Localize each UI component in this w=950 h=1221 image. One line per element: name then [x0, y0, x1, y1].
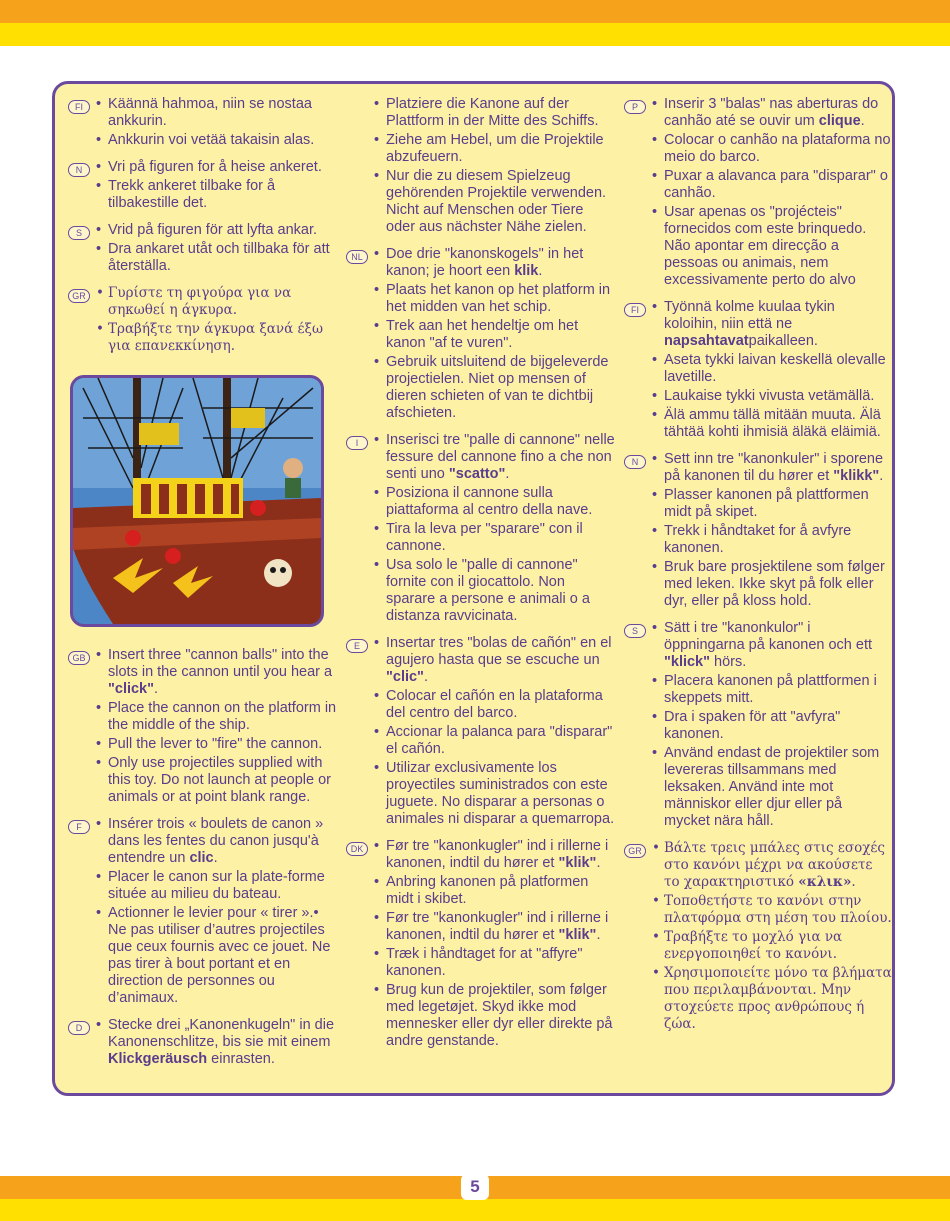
instruction-text: .: [154, 681, 159, 697]
instruction-text: Doe drie "kanonskogels" in het kanon; je hoort een: [386, 246, 584, 279]
instruction-text: Før tre "kanonkugler" ind i rillerne i kanonen, indtil du hører et: [386, 910, 609, 943]
language-block-f: [68, 816, 338, 1009]
col1-languages-bottom: [68, 647, 338, 1070]
language-code-badge: N: [68, 163, 90, 177]
top-band-yellow: [0, 23, 950, 46]
instruction-text: Työnnä kolme kuulaa tykin koloihin, niin että ne: [664, 299, 835, 332]
instruction-text: Insérer trois « boulets de canon » dans les fentes du canon jusqu'à entendre un: [108, 816, 324, 866]
emphasized-sound-word: "klik": [558, 855, 597, 871]
emphasized-sound-word: clique: [818, 113, 861, 129]
instruction-text: Βάλτε τρεις μπάλες στις εσοχές στο κανόνι μέχρι να ακούσετε το χαρακτηριστικό: [664, 840, 885, 890]
instruction-list: [371, 96, 616, 238]
language-code-badge: N: [624, 455, 646, 469]
instruction-item: • Trekk ankeret tilbake for å tilbakestille det.: [93, 178, 338, 212]
instruction-item: • Käännä hahmoa, niin se nostaa ankkurin.: [93, 96, 338, 130]
instruction-list: [93, 285, 338, 357]
language-block-fi: [68, 96, 338, 151]
instruction-item: [371, 838, 616, 872]
pirate-ship-illustration: [73, 378, 321, 624]
instruction-item: • Platziere die Kanone auf der Plattform in der Mitte des Schiffs.: [371, 96, 616, 130]
language-code-badge: FI: [68, 100, 90, 114]
emphasized-sound-word: "scatto": [448, 466, 506, 482]
instruction-item: • Vri på figuren for å heise ankeret.: [93, 159, 338, 176]
instruction-list: [93, 96, 338, 151]
emphasized-sound-word: "clic": [386, 669, 424, 685]
instruction-item: [371, 432, 616, 483]
instruction-item: • Vrid på figuren för att lyfta ankar.: [93, 222, 338, 239]
instruction-item: • Posiziona il cannone sulla piattaforma al centro della nave.: [371, 485, 616, 519]
emphasized-sound-word: Klickgeräusch: [108, 1051, 208, 1067]
language-code-badge: GR: [68, 289, 90, 303]
page-number: 5: [461, 1174, 489, 1200]
instruction-text: Inserir 3 "balas" nas aberturas do canhão até se ouvir um: [664, 96, 879, 129]
instruction-item: • Actionner le levier pour « tirer ».• Ne pas utiliser d’autres projectiles que ceux fournis avec ce jouet. Ne pas tirer à bout portant et en direction de personnes ou d’animaux.: [93, 905, 338, 1007]
language-block-s: [68, 222, 338, 277]
instruction-item: • Utilizar exclusivamente los proyectiles suministrados con este juguete. No disparar a personas o animales ni disparar a quemarropa.: [371, 760, 616, 828]
instruction-text: Insert three "cannon balls" into the slots in the cannon until you hear a: [108, 647, 333, 680]
instruction-item: • Aseta tykki laivan keskellä olevalle lavetille.: [649, 352, 892, 386]
instruction-item: • Colocar el cañón en la plataforma del centro del barco.: [371, 688, 616, 722]
instruction-item: • Accionar la palanca para "disparar" el cañón.: [371, 724, 616, 758]
language-block-gr: [68, 285, 338, 357]
language-block-e: [346, 635, 616, 830]
instruction-text: paikalleen.: [748, 333, 818, 349]
instruction-item: • Colocar o canhão na plataforma no meio do barco.: [649, 132, 892, 166]
instruction-item: • Ankkurin voi vetää takaisin alas.: [93, 132, 338, 149]
instruction-item: • Anbring kanonen på platformen midt i skibet.: [371, 874, 616, 908]
language-block-dk: [346, 838, 616, 1052]
language-block-fi: [624, 299, 892, 443]
language-block-n: [68, 159, 338, 214]
instruction-item: • Τραβήξτε το μοχλό για να ενεργοποιηθεί το κανόνι.: [649, 929, 892, 963]
instruction-list: [371, 838, 616, 1052]
column-3: [624, 96, 892, 1043]
instruction-item: • Tira la leva per "sparare" con il cannone.: [371, 521, 616, 555]
instruction-item: • Plasser kanonen på plattformen midt på skipet.: [649, 487, 892, 521]
language-code-badge: F: [68, 820, 90, 834]
instruction-item: [649, 96, 892, 130]
instruction-item: • Dra ankaret utåt och tillbaka för att återställa.: [93, 241, 338, 275]
instruction-item: [93, 1017, 338, 1068]
instruction-item: • Trekk i håndtaket for å avfyre kanonen.: [649, 523, 892, 557]
instruction-list: [371, 635, 616, 830]
emphasized-sound-word: "klik": [558, 927, 597, 943]
language-block-gb: [68, 647, 338, 808]
instruction-item: [93, 816, 338, 867]
language-block-gr: [624, 840, 892, 1035]
instruction-text: .: [851, 874, 856, 890]
emphasized-sound-word: "klick": [664, 654, 710, 670]
instruction-item: • Τοποθετήστε το κανόνι στην πλατφόρμα στη μέση του πλοίου.: [649, 893, 892, 927]
language-block-s: [624, 620, 892, 832]
language-code-badge: GR: [624, 844, 646, 858]
language-code-badge: E: [346, 639, 368, 653]
language-code-badge: NL: [346, 250, 368, 264]
column-2: [346, 96, 616, 1060]
instruction-item: • Gebruik uitsluitend de bijgeleverde projectielen. Niet op mensen of dieren schieten of van te dichtbij afschieten.: [371, 354, 616, 422]
top-band-orange: [0, 0, 950, 23]
col1-languages: [68, 96, 338, 357]
language-block-i: [346, 432, 616, 627]
instruction-item: • Bruk bare prosjektilene som følger med leken. Ikke skyt på folk eller dyr, eller på kloss hold.: [649, 559, 892, 610]
instruction-item: [649, 620, 892, 671]
language-block-continued: [346, 96, 616, 238]
instruction-item: • Place the cannon on the platform in the middle of the ship.: [93, 700, 338, 734]
instruction-item: • Træk i håndtaget for at "affyre" kanonen.: [371, 946, 616, 980]
instruction-text: Insertar tres "bolas de cañón" en el agujero hasta que se escuche un: [386, 635, 612, 668]
instruction-item: • Only use projectiles supplied with this toy. Do not launch at people or animals or at point blank range.: [93, 755, 338, 806]
instruction-text: Sett inn tre "kanonkuler" i sporene på kanonen til du hører et: [664, 451, 884, 484]
instruction-list: [93, 1017, 338, 1070]
instruction-list: [93, 159, 338, 214]
instruction-item: • Dra i spaken för att "avfyra" kanonen.: [649, 709, 892, 743]
instruction-item: • Använd endast de projektiler som levereras tillsammans med leksaken. Använd inte mot människor eller djur eller på mycket nära håll.: [649, 745, 892, 830]
instruction-list: [93, 222, 338, 277]
instruction-item: • Laukaise tykki vivusta vetämällä.: [649, 388, 892, 405]
instruction-list: [371, 246, 616, 424]
language-block-p: [624, 96, 892, 291]
instruction-text: hörs.: [710, 654, 747, 670]
instruction-item: • Nur die zu diesem Spielzeug gehörenden Projektile verwenden. Nicht auf Menschen oder Tiere oder aus nächster Nähe zielen.: [371, 168, 616, 236]
instruction-item: [371, 910, 616, 944]
instruction-item: • Χρησιμοποιείτε μόνο τα βλήματα που περιλαμβάνονται. Μην στοχεύετε προς ανθρώπους ή ζώα.: [649, 965, 892, 1033]
instruction-list: [93, 816, 338, 1009]
instruction-item: [93, 647, 338, 698]
instruction-text: .: [538, 263, 543, 279]
instruction-item: • Τραβήξτε την άγκυρα ξανά έξω για επανεκκίνηση.: [93, 321, 338, 355]
language-block-n: [624, 451, 892, 612]
emphasized-sound-word: "click": [108, 681, 154, 697]
language-code-badge: D: [68, 1021, 90, 1035]
language-code-badge: FI: [624, 303, 646, 317]
emphasized-sound-word: "klikk": [833, 468, 880, 484]
instruction-item: [371, 635, 616, 686]
instruction-text: .: [860, 113, 865, 129]
language-code-badge: S: [624, 624, 646, 638]
instruction-text: .: [596, 927, 601, 943]
instruction-text: Før tre "kanonkugler" ind i rillerne i kanonen, indtil du hører et: [386, 838, 609, 871]
instruction-item: • Trek aan het hendeltje om het kanon "af te vuren".: [371, 318, 616, 352]
emphasized-sound-word: klik: [514, 263, 539, 279]
emphasized-sound-word: «κλικ»: [798, 874, 852, 890]
instruction-text: .: [213, 850, 218, 866]
bottom-band-yellow: [0, 1199, 950, 1221]
instruction-text: Sätt i tre "kanonkulor" i öppningarna på kanonen och ett: [664, 620, 873, 653]
language-code-badge: P: [624, 100, 646, 114]
language-code-badge: DK: [346, 842, 368, 856]
language-block-nl: [346, 246, 616, 424]
instruction-text: Stecke drei „Kanonenkugeln" in die Kanonenschlitze, bis sie mit einem: [108, 1017, 335, 1050]
language-code-badge: I: [346, 436, 368, 450]
instruction-list: [93, 647, 338, 808]
instruction-text: .: [596, 855, 601, 871]
instruction-item: • Älä ammu tällä mitään muuta. Älä tähtää kohti ihmisiä äläkä eläimiä.: [649, 407, 892, 441]
emphasized-sound-word: napsahtavat: [664, 333, 749, 349]
pirate-ship-image: [70, 375, 324, 627]
instruction-item: [649, 840, 892, 891]
instruction-item: • Brug kun de projektiler, som følger med legetøjet. Skyd ikke mod mennesker eller dyr eller direkte på andre genstande.: [371, 982, 616, 1050]
language-code-badge: S: [68, 226, 90, 240]
instruction-list: [649, 840, 892, 1035]
instruction-list: [649, 96, 892, 291]
instruction-item: [649, 299, 892, 350]
instruction-item: • Placer le canon sur la plate-forme située au milieu du bateau.: [93, 869, 338, 903]
instruction-item: • Placera kanonen på plattformen i skeppets mitt.: [649, 673, 892, 707]
instruction-item: • Usa solo le "palle di cannone" fornite con il giocattolo. Non sparare a persone e animali o a distanza ravvicinata.: [371, 557, 616, 625]
instruction-item: [649, 451, 892, 485]
instruction-item: [371, 246, 616, 280]
instruction-list: [649, 451, 892, 612]
instruction-list: [649, 620, 892, 832]
instruction-list: [371, 432, 616, 627]
instruction-item: • Pull the lever to "fire" the cannon.: [93, 736, 338, 753]
emphasized-sound-word: clic: [189, 850, 214, 866]
language-code-badge: GB: [68, 651, 90, 665]
instruction-item: • Ziehe am Hebel, um die Projektile abzufeuern.: [371, 132, 616, 166]
instruction-item: • Usar apenas os "projécteis" fornecidos com este brinquedo. Não apontar em direcção a pessoas ou animais, nem excessivamente perto do alvo: [649, 204, 892, 289]
instruction-item: • Γυρίστε τη φιγούρα για να σηκωθεί η άγκυρα.: [93, 285, 338, 319]
language-block-d: [68, 1017, 338, 1070]
instruction-item: • Puxar a alavanca para "disparar" o canhão.: [649, 168, 892, 202]
instruction-text: .: [879, 468, 884, 484]
instruction-list: [649, 299, 892, 443]
instruction-text: .: [505, 466, 510, 482]
instruction-text: Inserisci tre "palle di cannone" nelle fessure del cannone fino a che non senti uno: [386, 432, 615, 482]
instruction-item: • Plaats het kanon op het platform in het midden van het schip.: [371, 282, 616, 316]
instruction-text: einrasten.: [207, 1051, 275, 1067]
column-1: [68, 96, 338, 1078]
instruction-text: .: [423, 669, 428, 685]
